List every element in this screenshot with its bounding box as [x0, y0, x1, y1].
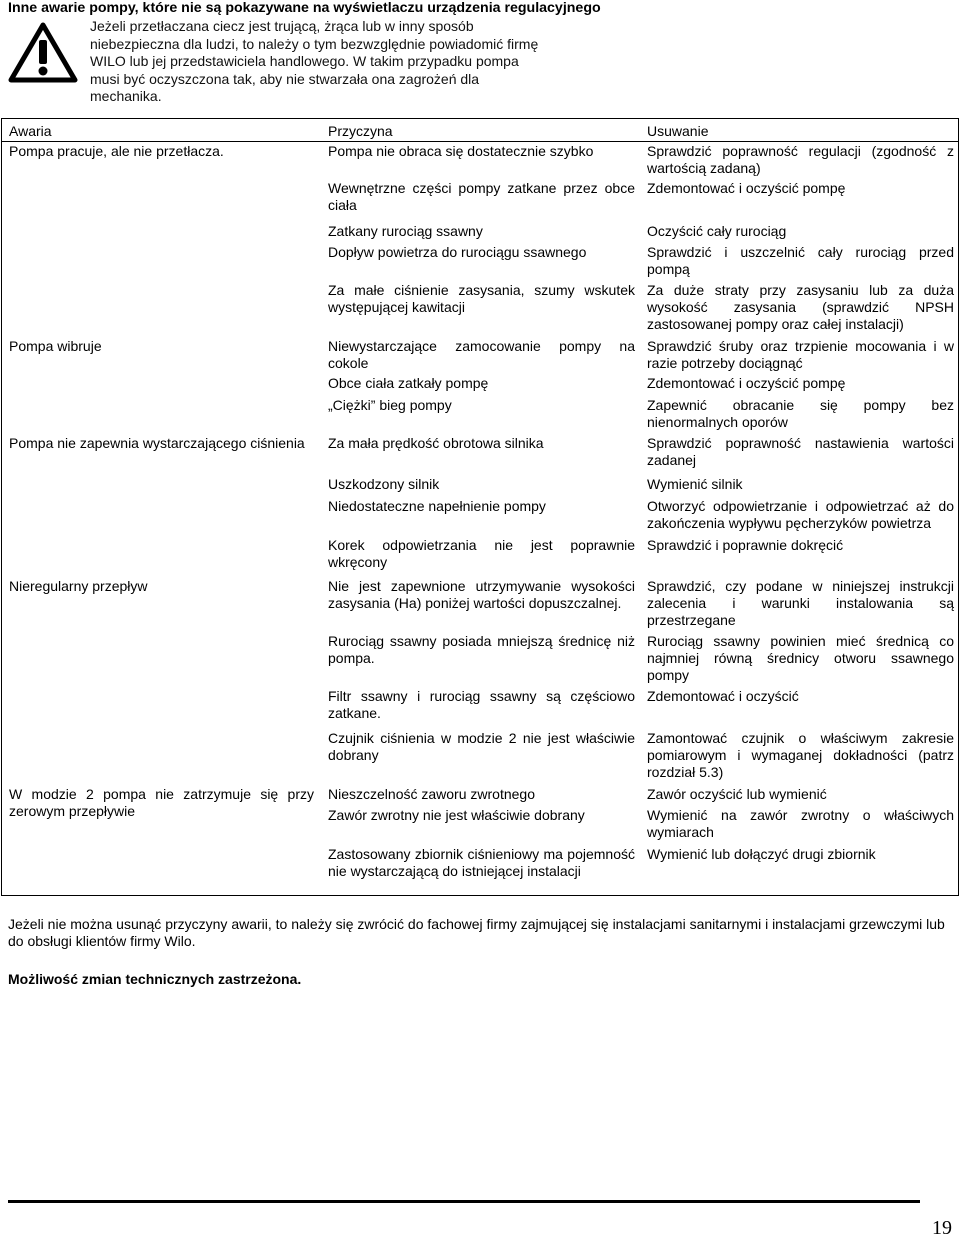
cause-cell: Korek odpowietrzania nie jest poprawnie wkręcony — [328, 537, 635, 570]
fix-cell: Wymienić na zawór zwrotny o właściwych wymiarach — [647, 807, 954, 840]
page-heading: Inne awarie pompy, które nie są pokazywane na wyświetlaczu urządzenia regulacyjnego — [8, 0, 601, 16]
cause-cell: Wewnętrzne części pompy zatkane przez obce ciała — [328, 180, 635, 213]
fix-cell: Zawór oczyścić lub wymienić — [647, 786, 827, 802]
cause-cell: „Ciężki” bieg pompy — [328, 397, 452, 413]
cause-cell: Obce ciała zatkały pompę — [328, 375, 489, 391]
header-fault: Awaria — [9, 123, 52, 139]
fix-cell: Zapewnić obracanie się pompy bez nienormalnych oporów — [647, 397, 954, 430]
troubleshooting-table — [1, 118, 959, 896]
technical-changes-note: Możliwość zmian technicznych zastrzeżona. — [8, 971, 302, 987]
header-fix: Usuwanie — [647, 123, 709, 139]
cause-cell: Zatkany rurociąg ssawny — [328, 223, 483, 239]
cause-cell: Nie jest zapewnione utrzymywanie wysokości zasysania (Ha) poniżej wartości dopuszczalnej. — [328, 578, 635, 611]
page-number: 19 — [932, 1217, 952, 1239]
fix-cell: Sprawdzić, czy podane w niniejszej instrukcji zalecenia i warunki instalowania są przestrzegane — [647, 578, 954, 628]
cause-cell: Za mała prędkość obrotowa silnika — [328, 435, 544, 451]
warning-triangle-icon — [8, 22, 78, 84]
footer-divider — [8, 1200, 920, 1203]
fix-cell: Za duże straty przy zasysaniu lub za duża wysokość zasysania (sprawdzić NPSH zastosowanej pompy oraz całej instalacji) — [647, 282, 954, 332]
fix-cell: Rurociąg ssawny powinien mieć średnicą co najmniej równą średnicy otworu ssawnego pompy — [647, 633, 954, 683]
fault-cell: W modzie 2 pompa nie zatrzymuje się przy zerowym przepływie — [9, 786, 314, 819]
warning-text: Jeżeli przetłaczana ciecz jest trującą, żrąca lub w inny sposób niebezpieczna dla ludzi, to należy o tym bezwzględnie powiadomić firmę WILO lub jej przedstawiciela handlowego. W takim przypadku pompa musi być oczyszczona tak, aby nie stwarzała ona zagrożeń dla mechanika. — [90, 18, 539, 104]
cause-cell: Czujnik ciśnienia w modzie 2 nie jest właściwie dobrany — [328, 730, 635, 763]
cause-cell: Zastosowany zbiornik ciśnieniowy ma pojemność nie wystarczającą do istniejącej instalacji — [328, 846, 635, 879]
support-note: Jeżeli nie można usunąć przyczyny awarii, to należy się zwrócić do fachowej firmy zajmującej się instalacjami sanitarnymi i instalacjami grzewczymi lub do obsługi klientów firmy Wilo. — [8, 916, 945, 949]
fix-cell: Zdemontować i oczyścić pompę — [647, 375, 846, 391]
fix-cell: Wymienić lub dołączyć drugi zbiornik — [647, 846, 876, 862]
fix-cell: Sprawdzić i uszczelnić cały rurociąg przed pompą — [647, 244, 954, 277]
fault-cell: Pompa nie zapewnia wystarczającego ciśnienia — [9, 435, 305, 451]
fault-cell: Nieregularny przepływ — [9, 578, 148, 594]
header-cause: Przyczyna — [328, 123, 393, 139]
cause-cell: Niedostateczne napełnienie pompy — [328, 498, 546, 514]
fix-cell: Wymienić silnik — [647, 476, 743, 492]
fix-cell: Sprawdzić poprawność regulacji (zgodność z wartością zadaną) — [647, 143, 954, 176]
cause-cell: Nieszczelność zaworu zwrotnego — [328, 786, 535, 802]
cause-cell: Za małe ciśnienie zasysania, szumy wskutek występującej kawitacji — [328, 282, 635, 315]
fix-cell: Zdemontować i oczyścić — [647, 688, 799, 704]
fix-cell: Oczyścić cały rurociąg — [647, 223, 787, 239]
cause-cell: Uszkodzony silnik — [328, 476, 440, 492]
fix-cell: Zdemontować i oczyścić pompę — [647, 180, 846, 196]
fix-cell: Zamontować czujnik o właściwym zakresie pomiarowym i wymaganej dokładności (patrz rozdział 5.3) — [647, 730, 954, 780]
fault-cell: Pompa pracuje, ale nie przetłacza. — [9, 143, 224, 159]
fix-cell: Sprawdzić i poprawnie dokręcić — [647, 537, 844, 553]
fix-cell: Otworzyć odpowietrzanie i odpowietrzać aż do zakończenia wypływu pęcherzyków powietrza — [647, 498, 954, 531]
cause-cell: Niewystarczające zamocowanie pompy na cokole — [328, 338, 635, 371]
cause-cell: Pompa nie obraca się dostatecznie szybko — [328, 143, 594, 159]
fault-cell: Pompa wibruje — [9, 338, 102, 354]
cause-cell: Rurociąg ssawny posiada mniejszą średnicę niż pompa. — [328, 633, 635, 666]
cause-cell: Dopływ powietrza do rurociągu ssawnego — [328, 244, 587, 260]
fix-cell: Sprawdzić śruby oraz trzpienie mocowania i w razie potrzeby dociągnąć — [647, 338, 954, 371]
cause-cell: Zawór zwrotny nie jest właściwie dobrany — [328, 807, 585, 823]
fix-cell: Sprawdzić poprawność nastawienia wartości zadanej — [647, 435, 954, 468]
header-divider — [2, 141, 958, 142]
cause-cell: Filtr ssawny i rurociąg ssawny są częściowo zatkane. — [328, 688, 635, 721]
